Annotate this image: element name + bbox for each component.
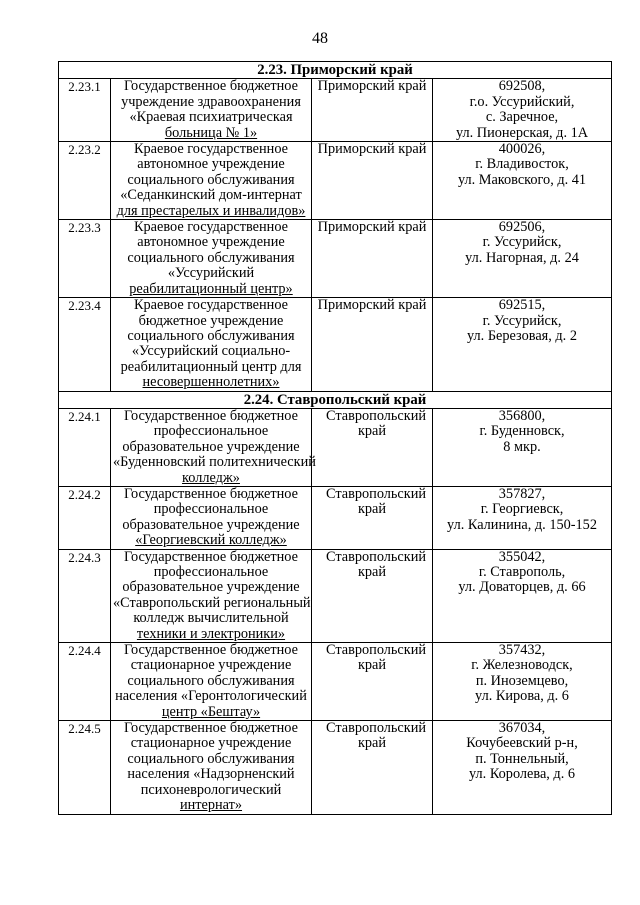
institution-name-line: «Уссурийский (167, 265, 255, 282)
institution-name-line: Государственное бюджетное (124, 548, 298, 565)
table-row (59, 220, 612, 298)
address-line: г. Ставрополь, (478, 564, 566, 580)
institution-name-line: автономное учреждение (137, 156, 285, 173)
institution-name-line: «Краевая психиатрическая (129, 109, 293, 126)
institution-name-line: образовательное учреждение (122, 579, 300, 596)
institution-name-line: стационарное учреждение (130, 735, 292, 752)
institution-name-line: психоневрологический (140, 781, 282, 798)
row-number: 2.23.2 (59, 142, 111, 220)
institution-name-cell (111, 549, 312, 642)
address-line: ул. Пионерская, д. 1А (455, 124, 589, 141)
address-line: 692508, (498, 78, 546, 95)
institution-name-line: «Седанкинский дом-интернат (120, 187, 302, 204)
institution-name-line: колледж вычислительной (133, 610, 289, 627)
address-line: ул. Кирова, д. 6 (475, 688, 569, 705)
address-line: с. Заречное, (485, 109, 559, 126)
institution-name-line: техники и электроники» (136, 625, 286, 642)
address-line: 367034, (498, 720, 546, 737)
institution-name-line: социального обслуживания (127, 672, 295, 689)
institution-name-line: социального обслуживания (127, 327, 295, 344)
institution-name-line: Государственное бюджетное (124, 407, 298, 424)
region-text: Ставропольский край (326, 720, 427, 752)
row-number: 2.24.1 (59, 408, 111, 486)
row-number: 2.24.3 (59, 549, 111, 642)
institution-name-line: бюджетное учреждение (138, 312, 284, 329)
institution-name-line: автономное учреждение (137, 234, 285, 251)
address-cell (433, 142, 612, 220)
address-cell (433, 643, 612, 721)
institution-name-line: образовательное учреждение (122, 516, 300, 533)
address-line: 357432, (498, 642, 546, 659)
section-heading-row (59, 62, 612, 79)
address-line: п. Иноземцево, (475, 672, 569, 689)
row-number: 2.24.5 (59, 721, 111, 814)
row-number: 2.23.4 (59, 298, 111, 391)
institution-name-line: интернат» (179, 797, 243, 814)
address-line: ул. Маковского, д. 41 (457, 171, 587, 188)
table-row (59, 486, 612, 549)
row-number: 2.23.1 (59, 79, 111, 142)
address-line: 692515, (498, 297, 546, 314)
row-number: 2.23.3 (59, 220, 111, 298)
table-row (59, 298, 612, 391)
region-text: Ставропольский край (326, 642, 427, 674)
institutions-table (58, 61, 612, 815)
institution-name-line: профессиональное (153, 564, 269, 580)
region-cell (312, 408, 433, 486)
region-cell (312, 142, 433, 220)
address-cell (433, 79, 612, 142)
institution-name-line: Государственное бюджетное (124, 485, 298, 502)
institution-name-line: Краевое государственное (133, 297, 289, 314)
row-number: 2.24.4 (59, 643, 111, 721)
address-line: ул. Березовая, д. 2 (467, 327, 577, 344)
region-text: Приморский край (317, 297, 427, 314)
table-row (59, 721, 612, 814)
institution-name-line: «Георгиевский колледж» (135, 532, 287, 549)
region-text: Ставропольский край (326, 407, 427, 440)
region-cell (312, 549, 433, 642)
address-cell (433, 220, 612, 298)
region-cell (312, 220, 433, 298)
institution-name-line: реабилитационный центр для (120, 358, 302, 375)
address-line: ул. Калинина, д. 150-152 (447, 516, 597, 533)
address-cell (433, 298, 612, 391)
address-line: г. Георгиевск, (480, 501, 564, 518)
institution-name-line: Краевое государственное (133, 141, 289, 158)
institution-name-line: Государственное бюджетное (124, 642, 298, 659)
table-row (59, 643, 612, 721)
address-line: г.о. Уссурийский, (469, 93, 575, 110)
institution-name-line: «Ставропольский региональный (113, 594, 311, 611)
section-heading-row (59, 391, 612, 408)
address-line: 357827, (498, 485, 546, 502)
address-cell (433, 408, 612, 486)
region-text: Приморский край (317, 219, 427, 236)
institution-name-cell (111, 721, 312, 814)
institution-name-line: населения «Геронтологический (115, 688, 307, 705)
address-line: 8 мкр. (503, 438, 541, 455)
address-cell (433, 721, 612, 814)
table-row (59, 549, 612, 642)
address-line: г. Буденновск, (479, 423, 565, 440)
institution-name-line: профессиональное (153, 501, 269, 518)
institution-name-line: больница № 1» (164, 124, 258, 141)
region-cell (312, 643, 433, 721)
table-row (59, 142, 612, 220)
page-number: 48 (312, 30, 328, 47)
institution-name-line: социального обслуживания (127, 171, 295, 188)
institution-name-cell (111, 407, 316, 486)
region-text: Приморский край (317, 141, 427, 158)
institution-name-cell (111, 220, 312, 298)
institution-name-line: социального обслуживания (127, 750, 295, 767)
region-cell (312, 486, 433, 549)
address-line: ул. Доваторцев, д. 66 (458, 579, 586, 596)
address-line: ул. Королева, д. 6 (469, 766, 576, 783)
institution-name-line: учреждение здравоохранения (121, 93, 301, 110)
address-cell (433, 549, 612, 642)
section-title: 2.23. Приморский край (59, 62, 612, 79)
address-line: 356800, (498, 407, 546, 424)
address-line: г. Уссурийск, (482, 312, 562, 329)
address-line: п. Тоннельный, (475, 750, 569, 767)
table-row (59, 408, 612, 486)
address-line: г. Железноводск, (471, 657, 573, 674)
institution-name-cell (111, 486, 312, 549)
institution-name-line: центр «Бештау» (161, 703, 261, 720)
institution-name-cell (111, 142, 312, 220)
institution-name-line: Государственное бюджетное (124, 720, 298, 737)
institution-name-line: населения «Надзорненский (127, 766, 295, 783)
address-line: 355042, (498, 548, 546, 565)
address-line: 692506, (498, 219, 546, 236)
region-cell (312, 298, 433, 391)
institution-name-line: для престарелых и инвалидов» (116, 202, 306, 219)
region-cell (312, 721, 433, 814)
institution-name-cell (111, 643, 312, 721)
institution-name-line: стационарное учреждение (130, 657, 292, 674)
institution-name-cell (111, 298, 312, 391)
institution-name-line: «Буденновский политехнический (113, 454, 316, 471)
address-line: 400026, (498, 141, 546, 158)
region-text: Ставропольский край (326, 485, 427, 518)
address-line: г. Владивосток, (475, 156, 569, 173)
institution-name-line: образовательное учреждение (122, 438, 300, 455)
region-text: Приморский край (317, 78, 427, 95)
address-cell (433, 486, 612, 549)
address-line: ул. Нагорная, д. 24 (465, 249, 579, 266)
institution-name-cell (111, 79, 312, 142)
region-cell (312, 79, 433, 142)
institution-name-line: социального обслуживания (127, 249, 295, 266)
institution-name-line: «Уссурийский социально- (131, 343, 291, 360)
section-title: 2.24. Ставропольский край (59, 391, 612, 408)
region-text: Ставропольский край (326, 548, 427, 580)
address-line: г. Уссурийск, (482, 234, 562, 251)
institution-name-line: профессиональное (153, 423, 269, 440)
institution-name-line: колледж» (182, 469, 240, 486)
table-row (59, 79, 612, 142)
institution-name-line: Краевое государственное (133, 219, 289, 236)
institution-name-line: реабилитационный центр» (129, 280, 293, 297)
row-number: 2.24.2 (59, 486, 111, 549)
address-line: Кочубеевский р-н, (466, 735, 578, 752)
institution-name-line: несовершеннолетних» (142, 374, 280, 391)
institution-name-line: Государственное бюджетное (124, 78, 298, 95)
